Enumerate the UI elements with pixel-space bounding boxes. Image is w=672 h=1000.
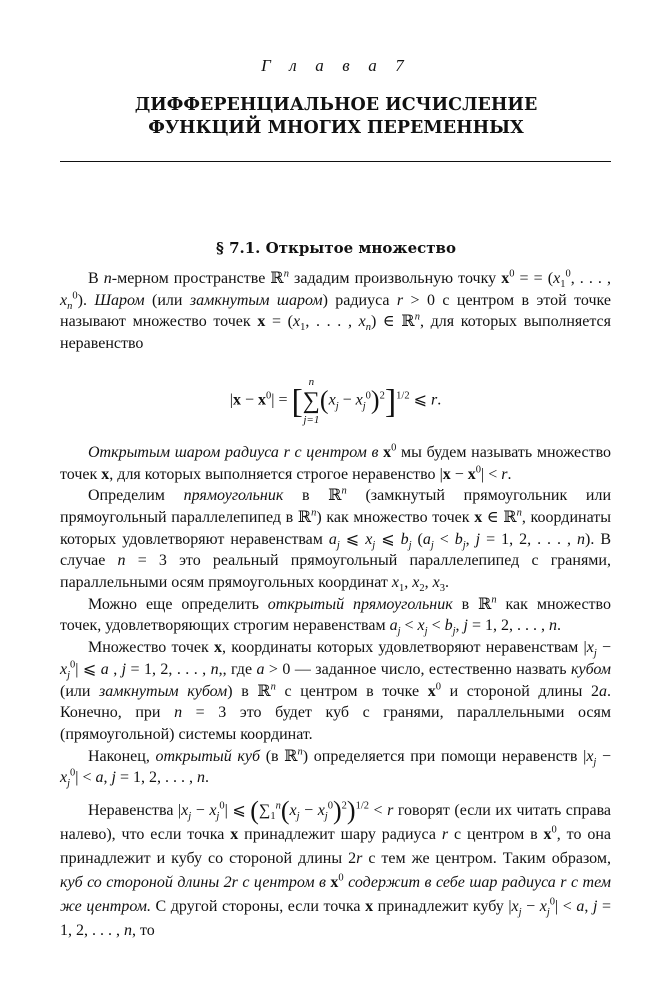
paragraph-6: Наконец, открытый куб (в ℝ$^n$) определяется при помощи неравенств $|x_j - x_j^0| < a$, j = 1, 2, . . . , n.	[60, 746, 612, 790]
paragraph-7: Неравенства $|x_j - x_j^0|$ ⩽ $(\sum_1^n(x_j - x_j^0)^2)^{1/2} < r$ говорят (если их читать справа налево), что если точка x принадлежит шару радиуса r с центром в $x^0$, то она принадлежит и кубу со стороной длины 2r с тем же центром. Таким образом, куб со стороной длины 2r с центром в $x^0$ содержит в себе шар радиуса r с тем же центром. С другой стороны, если точка x принадлежит кубу $|x_j - x_j^0| < a$, j = 1, 2, . . . , n, то	[60, 796, 612, 940]
paragraph-4: Можно еще определить открытый прямоугольник в ℝ$^n$ как множество точек, удовлетворяющих строгим неравенствам $a_j < x_j < b_j$, j = 1, 2, . . . , n.	[60, 594, 611, 638]
chapter-label: Г л а в а 7	[261, 56, 411, 75]
horizontal-rule	[60, 161, 611, 162]
formula-closed-ball: $|x - x^0|$ = [ n ∑ j=1 $(x_j - x_j^0)^2]^{1/2}$ ⩽ r.	[229, 375, 442, 426]
paragraph-2: Открытым шаром радиуса r с центром в $x^0$ мы будем называть множество точек x, для которых выполняется строгое неравенство $|x - x^0| < r$.	[60, 442, 612, 483]
body-text	[60, 268, 611, 943]
paragraph-3: Определим прямоугольник в ℝ$^n$ (замкнутый прямоугольник или прямоугольный параллелепипед в ℝ$^n$) как множество точек x ∈ ℝ$^n$, координаты которых удовлетворяют неравенствам $a_j$ ⩽ $x_j$ ⩽ $b_j$ ($a_j < b_j$, j = 1, 2, . . . , n). В случае n = 3 это реальный прямоугольный параллелепипед с гранями, параллельными осям прямоугольных координат $x_1$, $x_2$, $x_3$.	[60, 485, 612, 595]
chapter-title-line-2: ФУНКЦИЙ МНОГИХ ПЕРЕМЕННЫХ	[148, 118, 524, 138]
chapter-title	[0, 94, 672, 140]
paragraph-1: В n-мерном пространстве ℝ$^n$ зададим произвольную точку $x^0$ = = ($x_1^0$, . . . , $x_n^0$). Шаром (или замкнутым шаром) радиуса r > 0 с центром в этой точке называют множество точек $x = (x_1$, . . . , $x_n$) ∈ ℝ$^n$, для которых выполняется неравенство	[60, 268, 612, 353]
chapter-title-line-1: ДИФФЕРЕНЦИАЛЬНОЕ ИСЧИСЛЕНИЕ	[134, 95, 538, 115]
section-title: § 7.1. Открытое множество	[216, 239, 456, 257]
paragraph-5: Множество точек x, координаты которых удовлетворяют неравенствам $|x_j - x_j^0|$ ⩽ a , j = 1, 2, . . . , n,, где a > 0 — заданное число, естественно назвать кубом (или замкнутым кубом) в ℝ$^n$ с центром в точке $x^0$ и стороной длины 2a. Конечно, при n = 3 это будет куб с гранями, параллельными осям (прямоугольной) системы координат.	[60, 639, 612, 743]
